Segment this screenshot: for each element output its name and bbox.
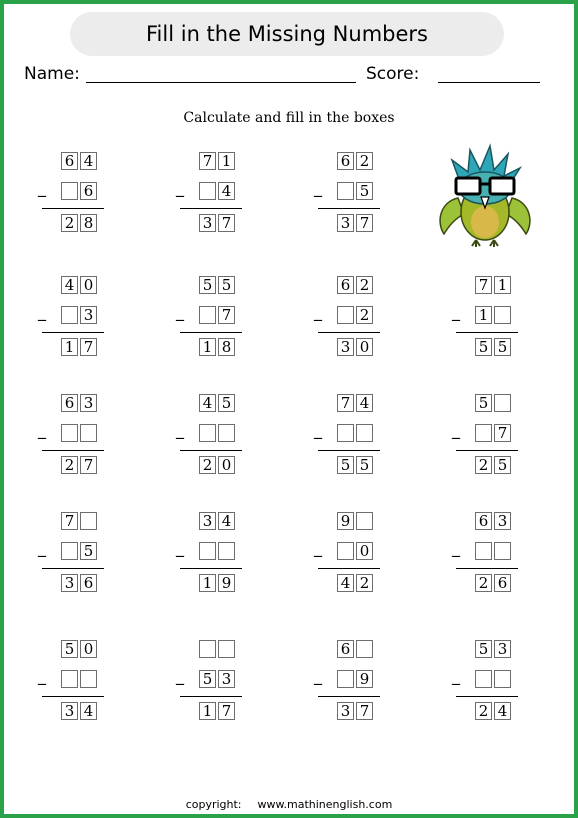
digit-box: 6 (494, 574, 511, 592)
digit-box: 5 (494, 456, 511, 474)
digit-box: 0 (80, 276, 97, 294)
digit-box: 2 (356, 574, 373, 592)
digit-box: 3 (337, 702, 354, 720)
subtraction-problem (36, 640, 116, 730)
digit-box: 4 (80, 702, 97, 720)
answer-box[interactable] (199, 306, 216, 324)
subtraction-problem (36, 394, 116, 484)
digit-box: 2 (356, 152, 373, 170)
answer-rule (180, 332, 242, 333)
answer-box[interactable] (218, 424, 235, 442)
instructions: Calculate and fill in the boxes (183, 110, 395, 126)
website-link[interactable]: www.mathinenglish.com (257, 798, 393, 811)
digit-box: 2 (475, 574, 492, 592)
digit-box: 5 (199, 670, 216, 688)
answer-box[interactable] (199, 424, 216, 442)
answer-rule (318, 332, 380, 333)
subtraction-problem (312, 276, 392, 366)
answer-box[interactable] (337, 182, 354, 200)
subtraction-problem (450, 276, 530, 366)
answer-rule (42, 568, 104, 569)
digit-box: 6 (80, 574, 97, 592)
answer-box[interactable] (494, 542, 511, 560)
digit-box: 8 (80, 214, 97, 232)
subtraction-problem (174, 152, 254, 242)
name-line[interactable] (86, 82, 356, 83)
answer-box[interactable] (218, 640, 235, 658)
digit-box: 4 (218, 182, 235, 200)
digit-box: 7 (475, 276, 492, 294)
answer-rule (456, 696, 518, 697)
digit-box: 5 (218, 276, 235, 294)
digit-box: 7 (218, 214, 235, 232)
digit-box: 3 (494, 512, 511, 530)
digit-box: 6 (337, 640, 354, 658)
title-text: Fill in the Missing Numbers (146, 22, 428, 46)
digit-box: 3 (80, 306, 97, 324)
digit-box: 7 (218, 306, 235, 324)
minus-sign: _ (176, 420, 184, 439)
answer-rule (180, 696, 242, 697)
digit-box: 6 (61, 394, 78, 412)
digit-box: 3 (337, 214, 354, 232)
answer-box[interactable] (61, 542, 78, 560)
digit-box: 5 (356, 182, 373, 200)
answer-rule (42, 332, 104, 333)
digit-box: 1 (494, 276, 511, 294)
digit-box: 7 (80, 338, 97, 356)
owl-icon (430, 142, 540, 252)
subtraction-problem (450, 640, 530, 730)
subtraction-problem (312, 640, 392, 730)
answer-box[interactable] (356, 424, 373, 442)
digit-box: 5 (61, 640, 78, 658)
digit-box: 3 (199, 214, 216, 232)
digit-box: 4 (80, 152, 97, 170)
score-line[interactable] (438, 82, 540, 83)
answer-rule (180, 208, 242, 209)
answer-rule (42, 208, 104, 209)
digit-box: 1 (199, 702, 216, 720)
minus-sign: _ (314, 178, 322, 197)
digit-box: 3 (61, 574, 78, 592)
digit-box: 0 (218, 456, 235, 474)
digit-box: 4 (337, 574, 354, 592)
answer-box[interactable] (356, 512, 373, 530)
answer-box[interactable] (475, 542, 492, 560)
digit-box: 1 (61, 338, 78, 356)
subtraction-problem (312, 394, 392, 484)
digit-box: 3 (494, 640, 511, 658)
digit-box: 5 (494, 338, 511, 356)
subtraction-problem (36, 276, 116, 366)
digit-box: 5 (475, 338, 492, 356)
name-score-row (24, 62, 554, 88)
answer-box[interactable] (356, 640, 373, 658)
answer-rule (318, 696, 380, 697)
digit-box: 6 (337, 276, 354, 294)
subtraction-problem (36, 152, 116, 242)
digit-box: 3 (218, 670, 235, 688)
digit-box: 6 (337, 152, 354, 170)
digit-box: 3 (199, 512, 216, 530)
answer-box[interactable] (475, 424, 492, 442)
score-label: Score: (366, 64, 420, 84)
name-label: Name: (24, 64, 80, 84)
answer-rule (318, 568, 380, 569)
digit-box: 3 (80, 394, 97, 412)
answer-box[interactable] (337, 670, 354, 688)
digit-box: 0 (80, 640, 97, 658)
digit-box: 7 (61, 512, 78, 530)
digit-box: 5 (475, 640, 492, 658)
answer-box[interactable] (80, 512, 97, 530)
digit-box: 5 (199, 276, 216, 294)
minus-sign: _ (176, 178, 184, 197)
digit-box: 1 (199, 338, 216, 356)
digit-box: 1 (218, 152, 235, 170)
digit-box: 5 (80, 542, 97, 560)
digit-box: 1 (199, 574, 216, 592)
subtraction-problem (312, 512, 392, 602)
answer-rule (180, 568, 242, 569)
digit-box: 2 (199, 456, 216, 474)
digit-box: 3 (61, 702, 78, 720)
minus-sign: _ (452, 302, 460, 321)
digit-box: 7 (199, 152, 216, 170)
digit-box: 9 (337, 512, 354, 530)
digit-box: 6 (475, 512, 492, 530)
digit-box: 1 (475, 306, 492, 324)
digit-box: 5 (337, 456, 354, 474)
minus-sign: _ (314, 666, 322, 685)
minus-sign: _ (38, 538, 46, 557)
worksheet-title (70, 12, 504, 56)
answer-rule (42, 696, 104, 697)
subtraction-problem (312, 152, 392, 242)
digit-box: 3 (337, 338, 354, 356)
digit-box: 2 (356, 276, 373, 294)
digit-box: 4 (218, 512, 235, 530)
digit-box: 7 (494, 424, 511, 442)
digit-box: 7 (356, 702, 373, 720)
answer-box[interactable] (494, 306, 511, 324)
digit-box: 5 (356, 456, 373, 474)
answer-box[interactable] (61, 306, 78, 324)
minus-sign: _ (38, 178, 46, 197)
minus-sign: _ (314, 538, 322, 557)
answer-box[interactable] (61, 670, 78, 688)
answer-box[interactable] (494, 670, 511, 688)
minus-sign: _ (38, 420, 46, 439)
subtraction-problem (174, 640, 254, 730)
digit-box: 4 (61, 276, 78, 294)
answer-rule (42, 450, 104, 451)
digit-box: 5 (475, 394, 492, 412)
digit-box: 5 (218, 394, 235, 412)
digit-box: 2 (61, 214, 78, 232)
answer-rule (456, 568, 518, 569)
digit-box: 8 (218, 338, 235, 356)
minus-sign: _ (176, 666, 184, 685)
answer-box[interactable] (80, 424, 97, 442)
answer-box[interactable] (80, 670, 97, 688)
answer-box[interactable] (61, 424, 78, 442)
minus-sign: _ (38, 666, 46, 685)
worksheet (4, 4, 574, 814)
answer-box[interactable] (218, 542, 235, 560)
digit-box: 4 (199, 394, 216, 412)
minus-sign: _ (452, 538, 460, 557)
minus-sign: _ (38, 302, 46, 321)
subtraction-problem (174, 276, 254, 366)
answer-box[interactable] (337, 542, 354, 560)
minus-sign: _ (176, 538, 184, 557)
answer-rule (180, 450, 242, 451)
answer-rule (318, 208, 380, 209)
minus-sign: _ (452, 420, 460, 439)
copyright-label: copyright: (185, 798, 242, 811)
digit-box: 9 (356, 670, 373, 688)
answer-box[interactable] (199, 542, 216, 560)
answer-box[interactable] (199, 182, 216, 200)
subtraction-problem (450, 394, 530, 484)
answer-rule (456, 332, 518, 333)
subtraction-problem (36, 512, 116, 602)
minus-sign: _ (176, 302, 184, 321)
subtraction-problem (174, 394, 254, 484)
minus-sign: _ (452, 666, 460, 685)
digit-box: 0 (356, 542, 373, 560)
digit-box: 9 (218, 574, 235, 592)
digit-box: 2 (61, 456, 78, 474)
answer-box[interactable] (61, 182, 78, 200)
digit-box: 7 (218, 702, 235, 720)
answer-box[interactable] (337, 306, 354, 324)
answer-box[interactable] (494, 394, 511, 412)
digit-box: 4 (494, 702, 511, 720)
answer-box[interactable] (337, 424, 354, 442)
digit-box: 7 (337, 394, 354, 412)
minus-sign: _ (314, 302, 322, 321)
answer-box[interactable] (475, 670, 492, 688)
digit-box: 2 (356, 306, 373, 324)
answer-rule (456, 450, 518, 451)
digit-box: 7 (356, 214, 373, 232)
subtraction-problem (174, 512, 254, 602)
digit-box: 4 (356, 394, 373, 412)
digit-box: 0 (356, 338, 373, 356)
digit-box: 2 (475, 702, 492, 720)
digit-box: 6 (61, 152, 78, 170)
answer-rule (318, 450, 380, 451)
footer (4, 798, 574, 811)
digit-box: 7 (80, 456, 97, 474)
digit-box: 2 (475, 456, 492, 474)
digit-box: 6 (80, 182, 97, 200)
minus-sign: _ (314, 420, 322, 439)
answer-box[interactable] (199, 640, 216, 658)
subtraction-problem (450, 512, 530, 602)
